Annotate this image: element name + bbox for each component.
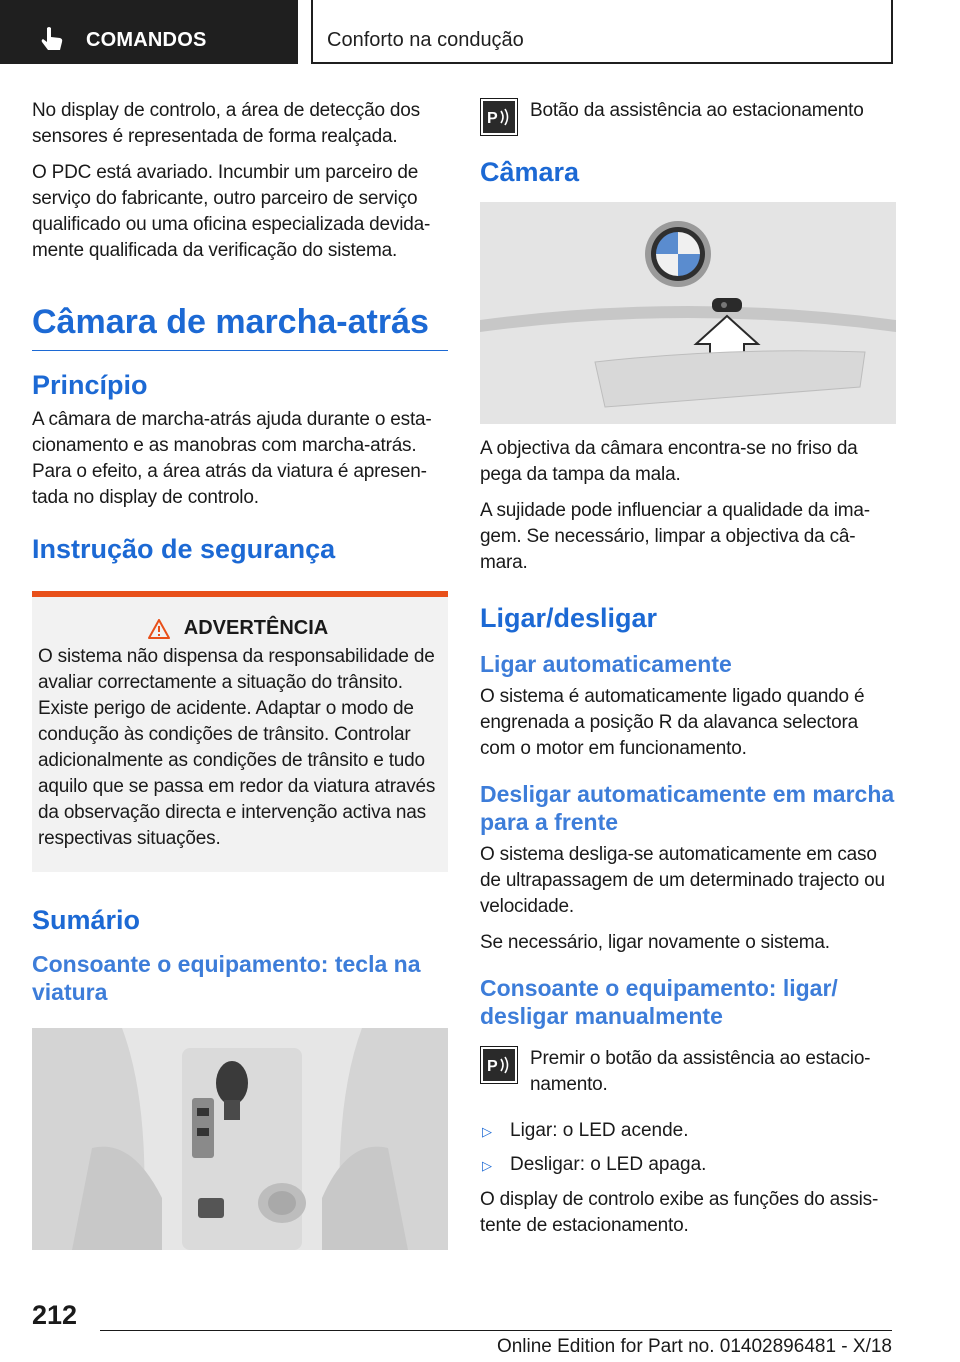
chapter-header [0, 0, 960, 66]
parking-button-row [480, 98, 896, 136]
manual-button-row [480, 1046, 896, 1098]
svg-text:P: P [487, 110, 498, 127]
warning-text: O sistema não dispensa da responsabilidade de avaliar correctamente a situação do trânsito. Existe perigo de acidente. Adaptar o modo de condução às condições de trânsito. Controlar adicionalmente as condições de trânsito e tudo aquilo que se passa em redor da viatura através da observação directa e intervenção activa nas respectivas situações. [38, 646, 436, 849]
list-item-text: Ligar: o LED acende. [510, 1120, 689, 1141]
chapter-tab [311, 0, 893, 64]
chapter-title: Conforto na condução [327, 29, 524, 51]
camera-heading: Câmara [480, 157, 580, 187]
auto-off-heading: Desligar automaticamente em marcha para a frente [480, 781, 895, 835]
camera-paragraph-1: A objectiva da câmara encontra-se no friso da pega da tampa da mala. [480, 438, 858, 485]
intro-paragraph-1: No display de controlo, a área de detecção dos sensores é representada de forma realçada. [32, 100, 420, 147]
warning-triangle-icon [148, 619, 170, 639]
section-heading: Câmara de marcha-atrás [32, 302, 448, 351]
auto-on-heading: Ligar automaticamente [480, 651, 732, 677]
warning-label: ADVERTÊNCIA [183, 617, 329, 639]
svg-text:P: P [487, 1058, 498, 1075]
list-item-text: Desligar: o LED apaga. [510, 1154, 707, 1175]
camera-paragraph-2: A sujidade pode influenciar a qualidade da ima-gem. Se necessário, limpar a objectiva da câ-mara. [480, 500, 870, 573]
left-column [32, 98, 448, 1250]
closing-paragraph: O display de controlo exibe as funções do assis-tente de estacionamento. [480, 1189, 879, 1236]
safety-heading: Instrução de segurança [32, 534, 336, 564]
manual-heading: Consoante o equipamento: ligar/ desligar manualmente [480, 975, 838, 1029]
page-number: 212 [32, 1300, 78, 1330]
list-item [480, 1152, 896, 1179]
right-column [480, 98, 896, 1249]
warning-header [38, 617, 438, 640]
hand-pointer-icon [40, 26, 64, 52]
warning-box [32, 591, 448, 872]
footer-edition: Online Edition for Part no. 01402896481 - X/18 [496, 1336, 892, 1357]
auto-off-paragraph-2: Se necessário, ligar novamente o sistema. [480, 932, 830, 953]
section-tab [0, 0, 298, 64]
parking-assist-button-icon [480, 1046, 518, 1084]
section-title: COMANDOS [86, 29, 207, 51]
onoff-heading: Ligar/desligar [480, 603, 658, 633]
auto-off-paragraph-1: O sistema desliga-se automaticamente em caso de ultrapassagem de um determinado trajecto ou velocidade. [480, 844, 885, 917]
triangle-bullet-icon: ▷ [482, 1124, 492, 1139]
led-list [480, 1118, 896, 1179]
principle-paragraph: A câmara de marcha-atrás ajuda durante o esta-cionamento e as manobras com marcha-atrás. Para o efeito, a área atrás da viatura é apresen-tada no display de controlo. [32, 409, 432, 508]
summary-heading: Sumário [32, 905, 141, 935]
auto-on-paragraph: O sistema é automaticamente ligado quando é engrenada a posição R da alavanca selectora com o motor em funcionamento. [480, 686, 865, 759]
center-console-photo [32, 1028, 448, 1250]
manual-caption: Premir o botão da assistência ao estacio-namento. [530, 1048, 871, 1095]
equipment-key-heading: Consoante o equipamento: tecla na viatura [32, 951, 421, 1005]
principle-heading: Princípio [32, 370, 148, 400]
rear-camera-photo [480, 202, 896, 424]
intro-paragraph-2: O PDC está avariado. Incumbir um parceiro de serviço do fabricante, outro parceiro de serviço qualificado ou uma oficina especializada devida-mente qualificada da verificação do sistema. [32, 162, 431, 261]
list-item [480, 1118, 896, 1145]
parking-assist-button-icon [480, 98, 518, 136]
triangle-bullet-icon: ▷ [482, 1158, 492, 1173]
parking-button-caption: Botão da assistência ao estacionamento [530, 100, 864, 121]
footer-divider [100, 1330, 892, 1331]
